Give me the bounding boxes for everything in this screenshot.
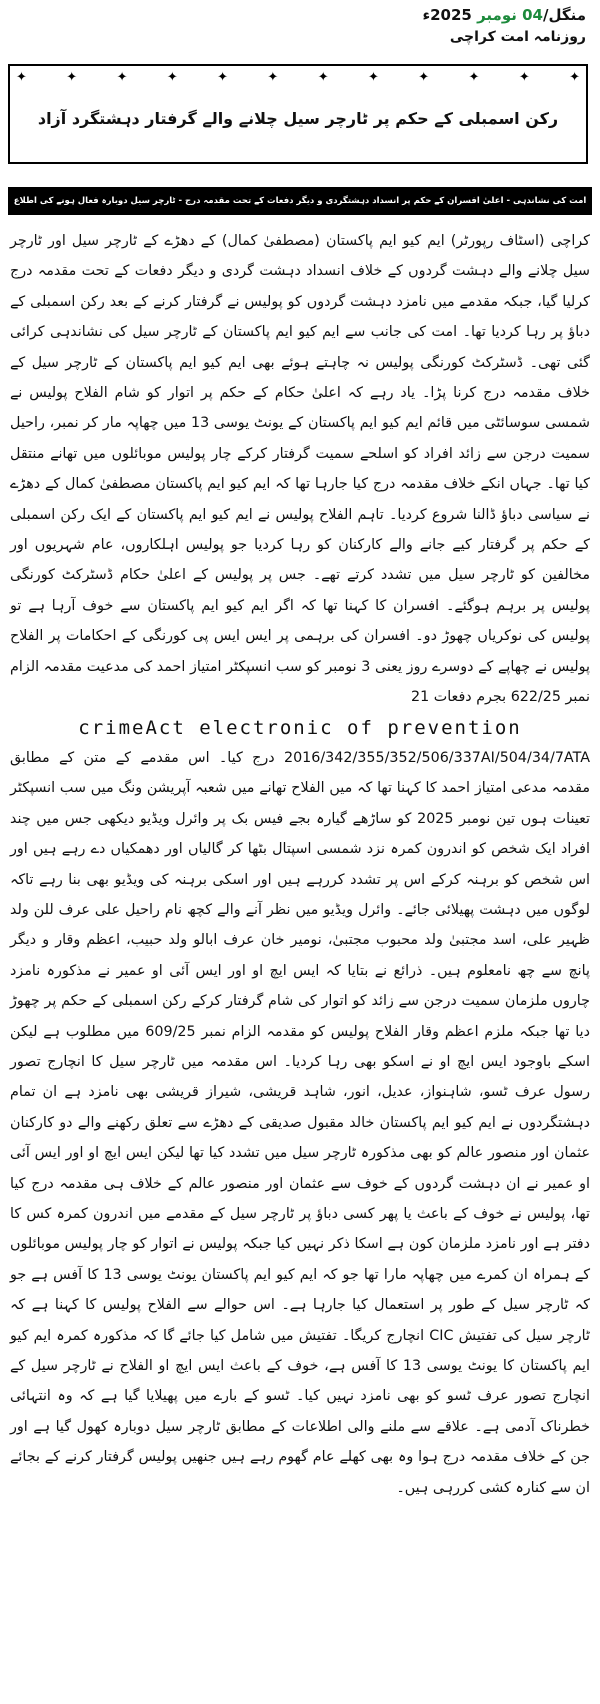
article-body <box>10 226 590 1503</box>
star-icon: ✦ <box>166 70 178 85</box>
star-icon: ✦ <box>217 70 229 85</box>
issue-date <box>286 4 586 26</box>
star-icon: ✦ <box>418 70 430 85</box>
year: 2025ء <box>422 6 472 24</box>
date-number: 04 <box>522 6 543 24</box>
star-icon: ✦ <box>317 70 329 85</box>
article-paragraph: کراچی (اسٹاف رپورٹر) ایم کیو ایم پاکستان (مصطفیٰ کمال) کے دھڑے کے ٹارچر سیل اور ٹارچر سیل چلانے والے دہشت گردوں کے خلاف انسداد دہشت گردی و دیگر دفعات کے تحت مقدمہ درج کرلیا گیا، جبکہ مقدمے میں نامزد دہشت گردوں کو پولیس نے گرفتار کرنے کے بعد رکن اسمبلی کے دباؤ پر رہا کردیا تھا۔ امت کی جانب سے ایم کیو ایم پاکستان کے ٹارچر سیل کی نشاندہی کرائی گئی تھی۔ ڈسٹرکٹ کورنگی پولیس نہ چاہتے ہوئے بھی ایم کیو ایم پاکستان کے ٹارچر سیل کے خلاف مقدمہ درج کرنا پڑا۔ یاد رہے کہ اعلیٰ حکام کے حکم پر اتوار کو شام الفلاح پولیس نے شمسی سوسائٹی میں قائم ایم کیو ایم پاکستان کے یونٹ یوسی 13 میں چھاپہ مار کر نمبر، راحیل سمیت درجن سے زائد افراد کو اسلحے سمیت گرفتار کرکے چار پولیس موبائلوں میں تھانے منتقل کیا تھا۔ جہاں انکے خلاف مقدمہ درج کیا جارہا تھا کہ ایم کیو ایم پاکستان مصطفیٰ کمال کے دھڑے نے سیاسی دباؤ ڈالنا شروع کردیا۔ تاہم الفلاح پولیس نے ایم کیو ایم پاکستان کے ایک رکن اسمبلی کے حکم پر گرفتار کیے جانے والے کارکنان کو رہا کردیا جو پولیس اہلکاروں، عام شہریوں اور مخالفین کو ٹارچر سیل میں تشدد کرتے تھے۔ جس پر پولیس کے اعلیٰ حکام ڈسٹرکٹ کورنگی پولیس پر برہم ہوگئے۔ افسران کا کہنا تھا کہ اگر ایم کیو ایم پاکستان سے خوف آرہا ہے تو پولیس کی نوکریاں چھوڑ دو۔ افسران کی برہمی پر ایس ایس پی کورنگی کے احکامات پر الفلاح پولیس نے چھاپے کے دوسرے روز یعنی 3 نومبر کو سب انسپکٹر امتیاز احمد کی مدعیت مقدمہ الزام نمبر 622/25 بجرم دفعات 21 <box>10 233 591 706</box>
headline: رکن اسمبلی کے حکم پر ٹارچر سیل چلانے والے گرفتار دہشتگرد آزاد <box>37 108 559 128</box>
headline-box <box>8 64 588 164</box>
star-icon: ✦ <box>569 70 580 85</box>
star-icon: ✦ <box>367 70 379 85</box>
star-icon: ✦ <box>116 70 128 85</box>
weekday: منگل/ <box>542 6 586 24</box>
subheadline: امت کی نشاندہی - اعلیٰ افسران کے حکم پر انسداد دہشتگردی و دیگر دفعات کے تحت مقدمہ درج - ٹارچر سیل دوبارہ فعال ہونے کی اطلاع <box>8 187 592 215</box>
masthead <box>286 4 586 48</box>
star-icon: ✦ <box>66 70 78 85</box>
star-icon: ✦ <box>468 70 480 85</box>
newspaper-name: روزنامہ امت کراچی <box>449 29 586 45</box>
headline-ornaments <box>16 70 580 85</box>
star-icon: ✦ <box>518 70 530 85</box>
latin-text-line: crimeAct electronic of prevention <box>78 716 522 739</box>
article-paragraph: 2016/342/355/352/506/337AI/504/34/7ATA درج کیا۔ اس مقدمے کے متن کے مطابق مقدمہ مدعی امتیاز احمد کا کہنا تھا کہ میں الفلاح تھانے میں شعبہ آپریشن ونگ میں سب انسپکٹر تعینات ہوں تین نومبر 2025 کو ساڑھے گیارہ بجے فیس بک پر وائرل ویڈیو دیکھی جس میں چند افراد ایک شخص کو اندرون کمرہ نزد شمسی اسپتال بٹھا کر گالیاں اور دھمکیاں دے رہے ہیں اور اس شخص کو برہنہ کرکے اس پر تشدد کررہے ہیں اور اسکی برہنہ کی ویڈیو بھی بنا رہے تاکہ لوگوں میں دہشت پھیلائی جائے۔ وائرل ویڈیو میں نظر آنے والے کچھ نام راحیل علی عرف للن ولد ظہیر علی، اسد مجتبیٰ ولد محبوب مجتبیٰ، نومیر خان عرف ابالو ولد حبیب، اعظم وقار و دیگر پانچ سے چھ نامعلوم ہیں۔ ذرائع نے بتایا کہ ایس ایچ او اور ایس آئی او عمیر نے مذکورہ نامزد چاروں ملزمان سمیت درجن سے زائد کو اتوار کی شام گرفتار کرکے رکن اسمبلی کے حکم پر چھوڑ دیا تھا جبکہ ملزم اعظم وقار الفلاح پولیس کو مقدمہ الزام نمبر 609/25 میں مطلوب ہے لیکن اسکے باوجود ایس ایچ او نے اسکو بھی رہا کردیا۔ اس مقدمہ میں ٹارچر سیل کا انچارج تصور رسول عرف ٹسو، شاہنواز، عدیل، انور، شاہد قریشی، شیراز قریشی بھی نامزد ہے ان تمام دہشتگردوں نے ایم کیو ایم پاکستان خالد مقبول صدیقی کے دھڑے سے تعلق رکھنے والے دو کارکنان عثمان اور منصور عالم کو بھی مذکورہ ٹارچر سیل میں تشدد کیا تھا لیکن ایس ایچ او اور ایس آئی او عمیر نے ان دہشت گردوں کے خوف سے عثمان اور منصور عالم کے خلاف ہی مقدمہ درج کیا تھا، پولیس نے خوف کے باعث یا پھر کسی دباؤ پر ٹارچر سیل کے مقدمے میں اندرون کمرہ کس کا دفتر ہے اور نامزد ملزمان کون ہے اسکا ذکر نہیں کیا جبکہ پولیس نے اتوار کو چار پولیس موبائلوں کے ہمراہ ان کمرے میں چھاپہ مارا تھا جو کہ ایم کیو ایم پاکستان یونٹ یوسی 13 کا آفس ہے جو کہ ٹارچر سیل کے طور پر استعمال کیا جارہا ہے۔ اس حوالے سے الفلاح پولیس کا کہنا ہے کہ ٹارچر سیل کی تفتیش CIC انچارج کریگا۔ تفتیش میں شامل کیا جائے گا کہ مذکورہ کمرہ ایم کیو ایم پاکستان کا یونٹ یوسی 13 کا آفس ہے، خوف کے باعث ایس ایچ او الفلاح نے ٹارچر سیل کے انچارج تصور عرف ٹسو کو بھی نامزد نہیں کیا۔ ٹسو کے بارے میں پھیلایا گیا ہے کہ وہ انتہائی خطرناک آدمی ہے۔ علاقے سے ملنے والی اطلاعات کے مطابق ٹارچر سیل دوبارہ کھول گیا ہے اور جن کے خلاف مقدمہ درج ہوا وہ بھی کھلے عام گھوم رہے ہیں جنھیں پولیس گرفتار کرنے کے بجائے ان سے کنارہ کشی کررہی ہیں۔ <box>10 749 591 1496</box>
star-icon: ✦ <box>16 70 27 85</box>
month: نومبر <box>477 6 517 24</box>
star-icon: ✦ <box>267 70 279 85</box>
